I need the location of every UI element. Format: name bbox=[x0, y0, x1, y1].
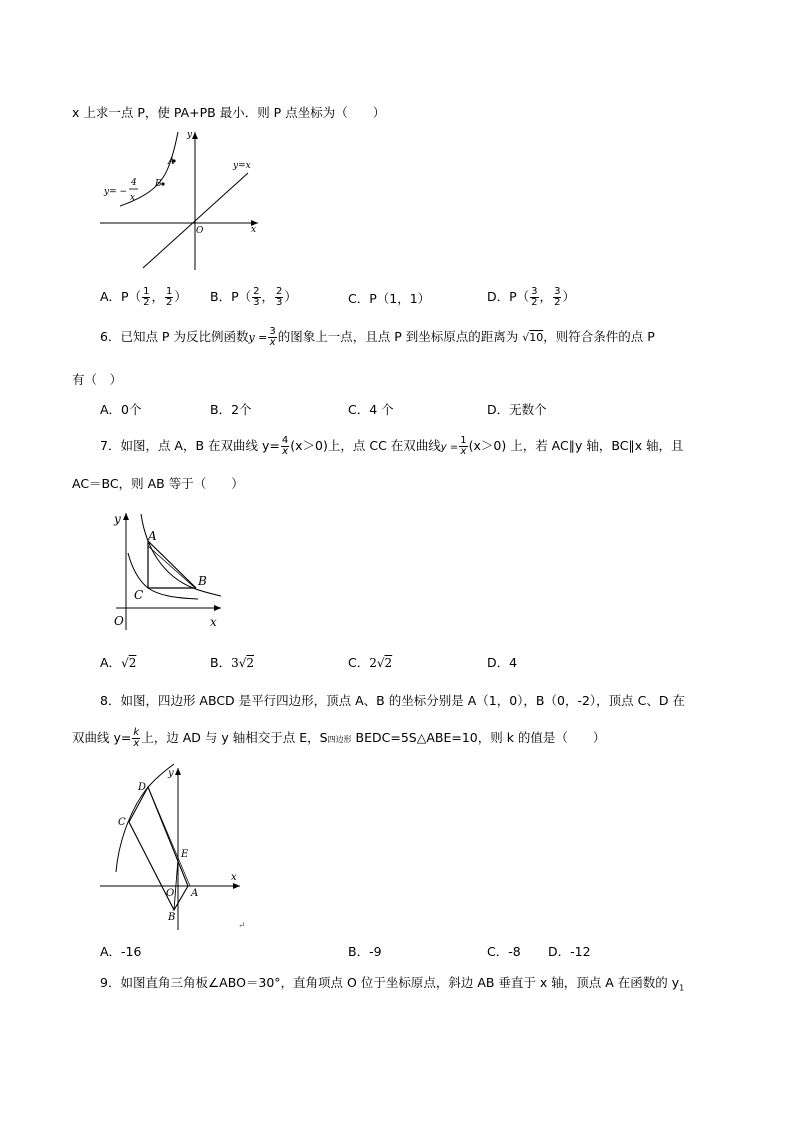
q5-option-b[interactable]: B．P（ $\frac{2}{3}$ ， $\frac{2}{3}$ ） bbox=[210, 286, 297, 308]
q6-option-d[interactable]: D．无数个 bbox=[487, 402, 547, 417]
q7-figure bbox=[108, 508, 228, 637]
q6-stem-line2: 有（ ） bbox=[72, 372, 123, 387]
q5-label-a: A bbox=[168, 157, 175, 167]
q5-curve-den: x bbox=[130, 193, 136, 203]
q8-option-b[interactable]: B．-9 bbox=[348, 944, 382, 959]
q8-label-e: E bbox=[181, 849, 189, 860]
q5-curve-num: 4 bbox=[131, 178, 137, 188]
q8-label-x: x bbox=[231, 872, 237, 883]
q8-label-c: C bbox=[118, 817, 126, 828]
q5-label-y: y bbox=[187, 130, 193, 140]
q5-label-x: x bbox=[251, 225, 257, 235]
q6-option-b[interactable]: B．2个 bbox=[210, 402, 252, 417]
q5-stem: x 上求一点 P，使 PA+PB 最小．则 P 点坐标为（ ） bbox=[72, 105, 386, 120]
q8-label-b: B bbox=[168, 912, 176, 923]
q6-stem: 6．已知点 P 为反比例函数y = $\frac{3}{x}$ 的图象上一点，且点 P 到坐标原点的距离为 √10，则符合条件的点 P bbox=[100, 326, 655, 348]
q8-return-mark: ↵ bbox=[238, 921, 246, 931]
q8-stem-line1: 8．如图，四边形 ABCD 是平行四边形，顶点 A、B 的坐标分别是 A（1，0），B（0，-2），顶点 C、D 在 bbox=[100, 693, 685, 708]
q5-option-d[interactable]: D．P（ $\frac{3}{2}$ ， $\frac{3}{2}$ ） bbox=[487, 286, 575, 308]
q8-figure bbox=[98, 762, 258, 936]
q8-label-d: D bbox=[138, 782, 147, 793]
q5-label-b: B bbox=[155, 179, 162, 189]
q7-label-c: C bbox=[134, 588, 144, 602]
q7-option-d[interactable]: D．4 bbox=[487, 655, 518, 670]
q6-option-a[interactable]: A．0个 bbox=[100, 402, 142, 417]
q7-stem-line2: AC＝BC，则 AB 等于（ ） bbox=[72, 476, 244, 491]
q5-label-origin: O bbox=[196, 226, 204, 236]
q5-label-yx: y=x bbox=[233, 161, 251, 171]
q9-stem: 9．如图直角三角板∠ABO＝30°，直角项点 O 位于坐标原点，斜边 AB 垂直于 x 轴，顶点 A 在函数的 $y_1$ bbox=[100, 975, 685, 993]
q8-option-d[interactable]: D．-12 bbox=[548, 944, 591, 959]
q8-label-origin: O bbox=[166, 888, 175, 899]
q8-label-y: y bbox=[168, 768, 174, 779]
q5-option-c[interactable]: C．P（1，1） bbox=[348, 291, 431, 306]
q7-option-b[interactable]: B．3√2 bbox=[210, 655, 255, 670]
q8-option-a[interactable]: A．-16 bbox=[100, 944, 142, 959]
q7-label-a: A bbox=[148, 529, 157, 543]
q7-label-origin: O bbox=[114, 614, 124, 628]
q5-option-a[interactable]: A．P（ $\frac{1}{2}$ ， $\frac{1}{2}$ ） bbox=[100, 286, 187, 308]
q8-stem-line2: 双曲线 y= $\frac{k}{x}$ 上，边 AD 与 y 轴相交于点 E，S四边形 BEDC=5S△ABE=10，则 k 的值是（ ） bbox=[72, 727, 606, 749]
q7-stem: 7．如图，点 A，B 在双曲线 y= $\frac{4}{x}$ (x＞0)上，点 CC 在双曲线y = $\frac{1}{x}$ (x＞0) 上，若 AC∥y 轴，BC∥x 轴，且 bbox=[100, 435, 684, 457]
q7-label-y: y bbox=[114, 512, 121, 526]
q8-option-c[interactable]: C．-8 bbox=[487, 944, 521, 959]
q5-figure bbox=[98, 128, 273, 277]
q7-option-a[interactable]: A．√2 bbox=[100, 655, 137, 670]
q8-label-a: A bbox=[191, 888, 199, 899]
q7-option-c[interactable]: C．2√2 bbox=[348, 655, 393, 670]
q7-label-b: B bbox=[198, 574, 207, 588]
q7-label-x: x bbox=[210, 615, 217, 629]
q5-curve-label: y= − bbox=[104, 187, 128, 197]
q6-option-c[interactable]: C．4 个 bbox=[348, 402, 394, 417]
